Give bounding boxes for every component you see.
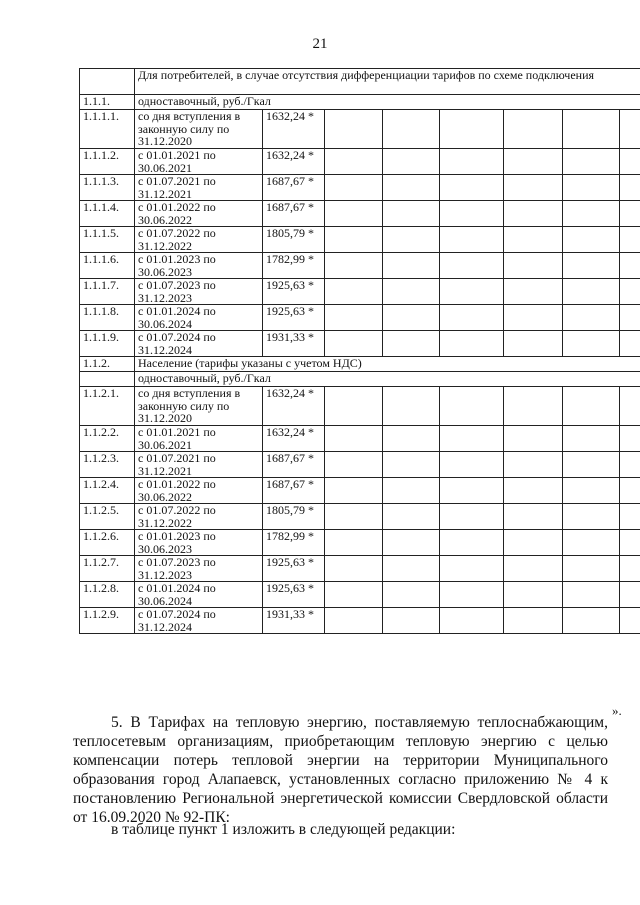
empty-cell: [563, 201, 620, 227]
empty-cell: [563, 582, 620, 608]
tariff-table: [79, 68, 640, 634]
empty-cell: [563, 478, 620, 504]
empty-cell: [620, 387, 640, 426]
paragraph-6: в таблице пункт 1 изложить в следующей редакции:: [111, 821, 456, 838]
empty-cell: [383, 608, 440, 634]
empty-cell: [325, 175, 383, 201]
empty-cell: [325, 227, 383, 253]
paragraph-5-block: [73, 713, 608, 827]
empty-cell: [325, 504, 383, 530]
empty-cell: [383, 387, 440, 426]
tariff-row: [80, 530, 640, 556]
empty-cell: [440, 227, 504, 253]
empty-cell: [383, 227, 440, 253]
empty-cell: [620, 426, 640, 452]
empty-cell: [440, 387, 504, 426]
empty-cell: [620, 556, 640, 582]
empty-cell: [383, 305, 440, 331]
empty-cell: [620, 253, 640, 279]
empty-cell: [620, 227, 640, 253]
empty-cell: [620, 504, 640, 530]
row-value: 1687,67 *: [263, 175, 325, 201]
tariff-row: [80, 149, 640, 175]
empty-cell: [383, 452, 440, 478]
row-value: 1632,24 *: [263, 149, 325, 175]
empty-cell: [440, 110, 504, 149]
empty-cell: [325, 556, 383, 582]
empty-cell: [563, 387, 620, 426]
row-number: 1.1.1.8.: [80, 305, 135, 331]
row-period: с 01.07.2021 по 31.12.2021: [135, 452, 263, 478]
empty-cell: [325, 478, 383, 504]
tariff-row: [80, 279, 640, 305]
empty-cell: [383, 556, 440, 582]
tariff-row: [80, 305, 640, 331]
empty-cell: [440, 530, 504, 556]
empty-cell: [383, 478, 440, 504]
row-number: 1.1.2.3.: [80, 452, 135, 478]
row-period: с 01.07.2024 по 31.12.2024: [135, 608, 263, 634]
row-period: с 01.07.2023 по 31.12.2023: [135, 556, 263, 582]
empty-cell: [620, 608, 640, 634]
row-value: 1632,24 *: [263, 426, 325, 452]
row-period: со дня вступления в законную силу по 31.12.2020: [135, 110, 263, 149]
tariff-row: [80, 582, 640, 608]
row-value: 1687,67 *: [263, 478, 325, 504]
section-label: Население (тарифы указаны с учетом НДС): [135, 357, 640, 372]
empty-cell: [563, 504, 620, 530]
tariff-row: [80, 175, 640, 201]
tariff-row: [80, 201, 640, 227]
empty-cell: [325, 149, 383, 175]
empty-cell: [440, 426, 504, 452]
row-period: с 01.07.2021 по 31.12.2021: [135, 175, 263, 201]
empty-cell: [80, 372, 135, 387]
empty-cell: [325, 387, 383, 426]
section-number: 1.1.2.: [80, 357, 135, 372]
empty-cell: [440, 175, 504, 201]
empty-cell: [504, 426, 563, 452]
empty-cell: [383, 201, 440, 227]
empty-cell: [383, 530, 440, 556]
empty-cell: [563, 110, 620, 149]
row-number: 1.1.1.5.: [80, 227, 135, 253]
tariff-row: [80, 608, 640, 634]
empty-cell: [440, 305, 504, 331]
empty-cell: [504, 149, 563, 175]
row-value: 1925,63 *: [263, 305, 325, 331]
row-number: 1.1.2.4.: [80, 478, 135, 504]
row-number: 1.1.1.3.: [80, 175, 135, 201]
paragraph-6-block: [73, 820, 608, 839]
tariff-row: [80, 504, 640, 530]
empty-cell: [504, 253, 563, 279]
empty-cell: [504, 227, 563, 253]
row-number: 1.1.1.1.: [80, 110, 135, 149]
empty-cell: [563, 530, 620, 556]
empty-cell: [563, 253, 620, 279]
empty-cell: [325, 331, 383, 357]
empty-cell: [563, 452, 620, 478]
empty-cell: [383, 279, 440, 305]
empty-cell: [383, 504, 440, 530]
empty-cell: [620, 305, 640, 331]
empty-cell: [504, 530, 563, 556]
empty-cell: [504, 478, 563, 504]
subsection-label: одноставочный, руб./Гкал: [135, 372, 640, 387]
row-period: с 01.01.2023 по 30.06.2023: [135, 530, 263, 556]
row-number: 1.1.2.2.: [80, 426, 135, 452]
empty-cell: [563, 305, 620, 331]
row-number: 1.1.2.5.: [80, 504, 135, 530]
row-number: 1.1.2.7.: [80, 556, 135, 582]
tariff-row: [80, 227, 640, 253]
row-value: 1782,99 *: [263, 530, 325, 556]
empty-cell: [563, 227, 620, 253]
empty-cell: [383, 426, 440, 452]
empty-cell: [440, 556, 504, 582]
row-period: с 01.07.2022 по 31.12.2022: [135, 504, 263, 530]
empty-cell: [620, 149, 640, 175]
empty-cell: [325, 201, 383, 227]
empty-cell: [383, 331, 440, 357]
page-number: 21: [312, 36, 328, 52]
empty-cell: [504, 175, 563, 201]
subsection-row: [80, 372, 640, 387]
tariff-row: [80, 426, 640, 452]
row-value: 1632,24 *: [263, 110, 325, 149]
row-period: со дня вступления в законную силу по 31.12.2020: [135, 387, 263, 426]
tariff-table-body: [80, 69, 640, 634]
empty-cell: [504, 608, 563, 634]
empty-cell: [620, 452, 640, 478]
section-label: одноставочный, руб./Гкал: [135, 95, 640, 110]
row-period: с 01.01.2024 по 30.06.2024: [135, 305, 263, 331]
empty-cell: [563, 175, 620, 201]
empty-cell: [440, 478, 504, 504]
empty-cell: [325, 608, 383, 634]
tariff-row: [80, 478, 640, 504]
row-number: 1.1.2.9.: [80, 608, 135, 634]
row-value: 1687,67 *: [263, 452, 325, 478]
empty-cell: [504, 582, 563, 608]
row-period: с 01.01.2022 по 30.06.2022: [135, 201, 263, 227]
row-number: 1.1.1.4.: [80, 201, 135, 227]
empty-cell: [383, 149, 440, 175]
row-value: 1782,99 *: [263, 253, 325, 279]
empty-cell: [563, 331, 620, 357]
empty-cell: [504, 305, 563, 331]
empty-cell: [325, 279, 383, 305]
tariff-row: [80, 556, 640, 582]
row-number: 1.1.1.2.: [80, 149, 135, 175]
section-row: [80, 357, 640, 372]
row-value: 1805,79 *: [263, 227, 325, 253]
row-period: с 01.07.2024 по 31.12.2024: [135, 331, 263, 357]
empty-cell: [563, 279, 620, 305]
empty-cell: [440, 582, 504, 608]
empty-cell: [620, 110, 640, 149]
empty-cell: [440, 608, 504, 634]
empty-cell: [325, 426, 383, 452]
section-row: [80, 95, 640, 110]
empty-cell: [80, 69, 135, 95]
empty-cell: [440, 452, 504, 478]
empty-cell: [563, 149, 620, 175]
empty-cell: [440, 201, 504, 227]
tariff-row: [80, 110, 640, 149]
row-number: 1.1.2.1.: [80, 387, 135, 426]
row-period: с 01.01.2021 по 30.06.2021: [135, 149, 263, 175]
row-number: 1.1.2.8.: [80, 582, 135, 608]
empty-cell: [620, 331, 640, 357]
row-value: 1925,63 *: [263, 279, 325, 305]
tariff-row: [80, 331, 640, 357]
empty-cell: [563, 608, 620, 634]
row-number: 1.1.1.9.: [80, 331, 135, 357]
empty-cell: [325, 253, 383, 279]
empty-cell: [440, 149, 504, 175]
empty-cell: [325, 110, 383, 149]
row-value: 1925,63 *: [263, 556, 325, 582]
row-period: с 01.01.2023 по 30.06.2023: [135, 253, 263, 279]
empty-cell: [620, 201, 640, 227]
paragraph-5: 5. В Тарифах на тепловую энергию, поставляемую теплоснабжающим, теплосетевым организациям, приобретающим тепловую энергию с целью компенсации потерь тепловой энергии на территории Муниципального образования город Алапаевск, установленных согласно приложению № 4 к постановлению Региональной энергетической комиссии Свердловской области от 16.09.2020 № 92-ПК:: [73, 714, 608, 826]
empty-cell: [504, 201, 563, 227]
row-value: 1805,79 *: [263, 504, 325, 530]
empty-cell: [440, 504, 504, 530]
empty-cell: [504, 452, 563, 478]
empty-cell: [383, 175, 440, 201]
empty-cell: [504, 110, 563, 149]
empty-cell: [325, 305, 383, 331]
tariff-row: [80, 387, 640, 426]
empty-cell: [440, 253, 504, 279]
row-period: с 01.07.2022 по 31.12.2022: [135, 227, 263, 253]
row-number: 1.1.1.6.: [80, 253, 135, 279]
row-value: 1925,63 *: [263, 582, 325, 608]
row-value: 1632,24 *: [263, 387, 325, 426]
empty-cell: [383, 253, 440, 279]
empty-cell: [620, 582, 640, 608]
empty-cell: [325, 530, 383, 556]
empty-cell: [620, 478, 640, 504]
empty-cell: [620, 175, 640, 201]
empty-cell: [504, 331, 563, 357]
empty-cell: [504, 387, 563, 426]
empty-cell: [440, 331, 504, 357]
group-header-cell: Для потребителей, в случае отсутствия дифференциации тарифов по схеме подключения: [135, 69, 640, 95]
row-period: с 01.01.2021 по 30.06.2021: [135, 426, 263, 452]
tariff-row: [80, 452, 640, 478]
row-period: с 01.01.2022 по 30.06.2022: [135, 478, 263, 504]
group-header-row: [80, 69, 640, 95]
empty-cell: [440, 279, 504, 305]
row-number: 1.1.2.6.: [80, 530, 135, 556]
closing-quote-mark: ».: [612, 703, 622, 718]
tariff-row: [80, 253, 640, 279]
row-value: 1931,33 *: [263, 331, 325, 357]
row-value: 1931,33 *: [263, 608, 325, 634]
empty-cell: [383, 582, 440, 608]
empty-cell: [504, 279, 563, 305]
empty-cell: [504, 504, 563, 530]
row-period: с 01.01.2024 по 30.06.2024: [135, 582, 263, 608]
section-number: 1.1.1.: [80, 95, 135, 110]
empty-cell: [325, 582, 383, 608]
empty-cell: [563, 556, 620, 582]
empty-cell: [620, 279, 640, 305]
row-period: с 01.07.2023 по 31.12.2023: [135, 279, 263, 305]
empty-cell: [620, 530, 640, 556]
empty-cell: [383, 110, 440, 149]
empty-cell: [504, 556, 563, 582]
row-value: 1687,67 *: [263, 201, 325, 227]
empty-cell: [563, 426, 620, 452]
row-number: 1.1.1.7.: [80, 279, 135, 305]
empty-cell: [325, 452, 383, 478]
